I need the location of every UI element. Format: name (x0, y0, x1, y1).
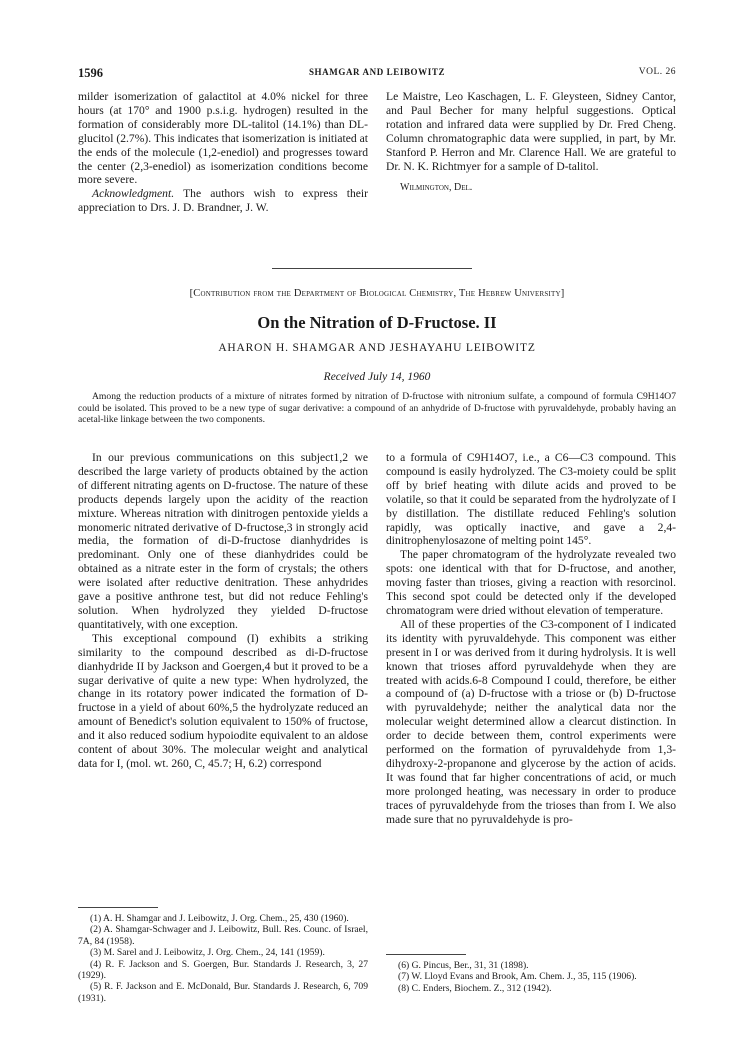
footnote: (1) A. H. Shamgar and J. Leibowitz, J. Org. Chem., 25, 430 (1960). (90, 913, 349, 924)
ack-label: Acknowledgment. (92, 187, 175, 201)
place-line: Wilmington, Del. (400, 182, 473, 194)
footnotes-right (386, 960, 676, 994)
paragraph: This exceptional compound (I) exhibits a striking similarity to the compound described as di-D-fructose dianhydride II by Jackson and Goergen,4 but it proved to be a sugar derivative of quite a new type: When hydrolyzed, the change in its rotatory power indicated the formation of D-fructose in a yield of about 60%,5 the hydrolyzate reduced an amount of Benedict's solution equivalent to 150% of fructose, and it also reduced sodium hypoiodite equivalent to an aldose content of about 30%. The molecular weight and analytical data for I, (mol. wt. 260, C, 45.7; H, 6.2) correspond (78, 631, 368, 770)
paragraph: milder isomerization of galactitol at 4.0% nickel for three hours (at 170° and 1900 p.s.i.g. hydrogen) resulted in the formation of considerably more DL-talitol (14.1%) than DL-glucitol (2.7%). This indicates that isomerization is initiated at the ends of the molecule (1,2-enediol) and progresses toward the center (2,3-enediol) as isomerization conditions become more severe. (78, 90, 368, 187)
paragraph: The paper chromatogram of the hydrolyzate revealed two spots: one identical with that for D-fructose, and another, moving faster than trioses, giving a reaction with resorcinol. This second spot could be detected only if the developed chromatogram were dried without elevation of temperature. (386, 548, 676, 617)
footnote: (4) R. F. Jackson and S. Goergen, Bur. Standards J. Research, 3, 27 (1929). (78, 958, 368, 982)
paragraph: In our previous communications on this subject1,2 we described the large variety of products obtained by the action of different nitrating agents on D-fructose. The nature of these products depends largely upon the acidity of the reaction mixture. Whereas nitration with dinitrogen pentoxide yields a monomeric nitrated derivative of D-fructose,3 in strongly acid media, the formation of di-D-fructose dianhydrides is predominant. Only one of these dianhydrides could be obtained as a nitrate ester in the form of crystals; the others were isolated after reductive denitration. These anhydrides gave a positive anthrone test, but did not reduce Fehling's solution. When hydrolyzed they yielded D-fructose quantitatively, with one exception. (78, 451, 368, 631)
footnote: (2) A. Shamgar-Schwager and J. Leibowitz, Bull. Res. Counc. of Israel, 7A, 84 (1958). (78, 924, 368, 947)
article-right-column (386, 451, 676, 826)
article-title: On the Nitration of D-Fructose. II (257, 313, 497, 332)
paragraph: All of these properties of the C3-component of I indicated its identity with pyruvaldehyde. This component was either present in I or was derived from it during hydrolysis. It is well known that trioses afford pyruvaldehyde when they are treated with acids.6-8 Compound I could, therefore, be either a compound of (a) D-fructose with a triose or (b) D-fructose with pyruvaldehyde; neither the analytical data nor the molecular weight determined allow a clearcut distinction. In order to decide between them, control experiments were performed on the formation of pyruvaldehyde from 1,3-dihydroxy-2-propanone and glycerose by the action of acids. It was found that far higher concentrations of acid, or much more prolonged heating, was necessary in order to produce traces of pyruvaldehyde from the trioses than from I. We also made sure that no pyruvaldehyde is pro- (386, 617, 676, 826)
received-date: Received July 14, 1960 (323, 371, 431, 383)
page-number: 1596 (78, 66, 103, 80)
page-header (78, 66, 676, 82)
footnote: (8) C. Enders, Biochem. Z., 312 (1942). (398, 982, 552, 994)
article-divider (272, 268, 472, 269)
prev-article-right-column (386, 90, 676, 195)
footnote-rule (78, 907, 158, 908)
abstract: Among the reduction products of a mixture of nitrates formed by nitration of D-fructose with nitronium sulfate, a compound of formula C9H14O7 could be isolated. This proved to be a new type of sugar derivative: a compound of an anhydride of D-fructose with pyruvaldehyde, probably having an acetal-like linkage between the two components. (78, 391, 676, 426)
acknowledgment (78, 187, 368, 215)
footnote: (6) G. Pincus, Ber., 31, 31 (1898). (398, 960, 529, 971)
footnote: (7) W. Lloyd Evans and Brook, Am. Chem. J., 35, 115 (1906). (398, 971, 637, 983)
article-left-column (78, 451, 368, 771)
running-title: SHAMGAR AND LEIBOWITZ (308, 67, 446, 77)
paragraph: to a formula of C9H14O7, i.e., a C6—C3 compound. This compound is easily hydrolyzed. The C3-moiety could be split off by brief heating with dilute acids and proved to be volatile, so that it could be separated from the hydrolyzate of I by distillation. The distillate reduced Fehling's solution rapidly, was optically inactive, and gave a 2,4-dinitrophenylosazone of melting point 145°. (386, 451, 676, 548)
paragraph: Le Maistre, Leo Kaschagen, L. F. Gleysteen, Sidney Cantor, and Paul Becher for many helpful suggestions. Optical rotation and infrared data were supplied by Dr. Fred Cheng. Column chromatographic data were supplied, in part, by Mr. Stanford P. Herron and Mr. Clarence Hall. We are grateful to Dr. N. K. Richtmyer for a sample of D-talitol. (386, 90, 676, 173)
footnote: (3) M. Sarel and J. Leibowitz, J. Org. Chem., 24, 141 (1959). (90, 947, 325, 959)
volume-label: VOL. 26 (638, 67, 676, 77)
footnotes-left (78, 913, 368, 1004)
article-authors: AHARON H. SHAMGAR AND JESHAYAHU LEIBOWITZ (218, 342, 536, 354)
ack-text: The authors wish to express their appreciation to Drs. J. D. Brandner, J. W. (78, 187, 368, 215)
footnote-rule (386, 954, 466, 955)
footnote: (5) R. F. Jackson and E. McDonald, Bur. Standards J. Research, 6, 709 (1931). (78, 981, 368, 1004)
contribution-line: [Contribution from the Department of Biological Chemistry, The Hebrew University] (189, 288, 565, 299)
prev-article-left-column (78, 90, 368, 215)
